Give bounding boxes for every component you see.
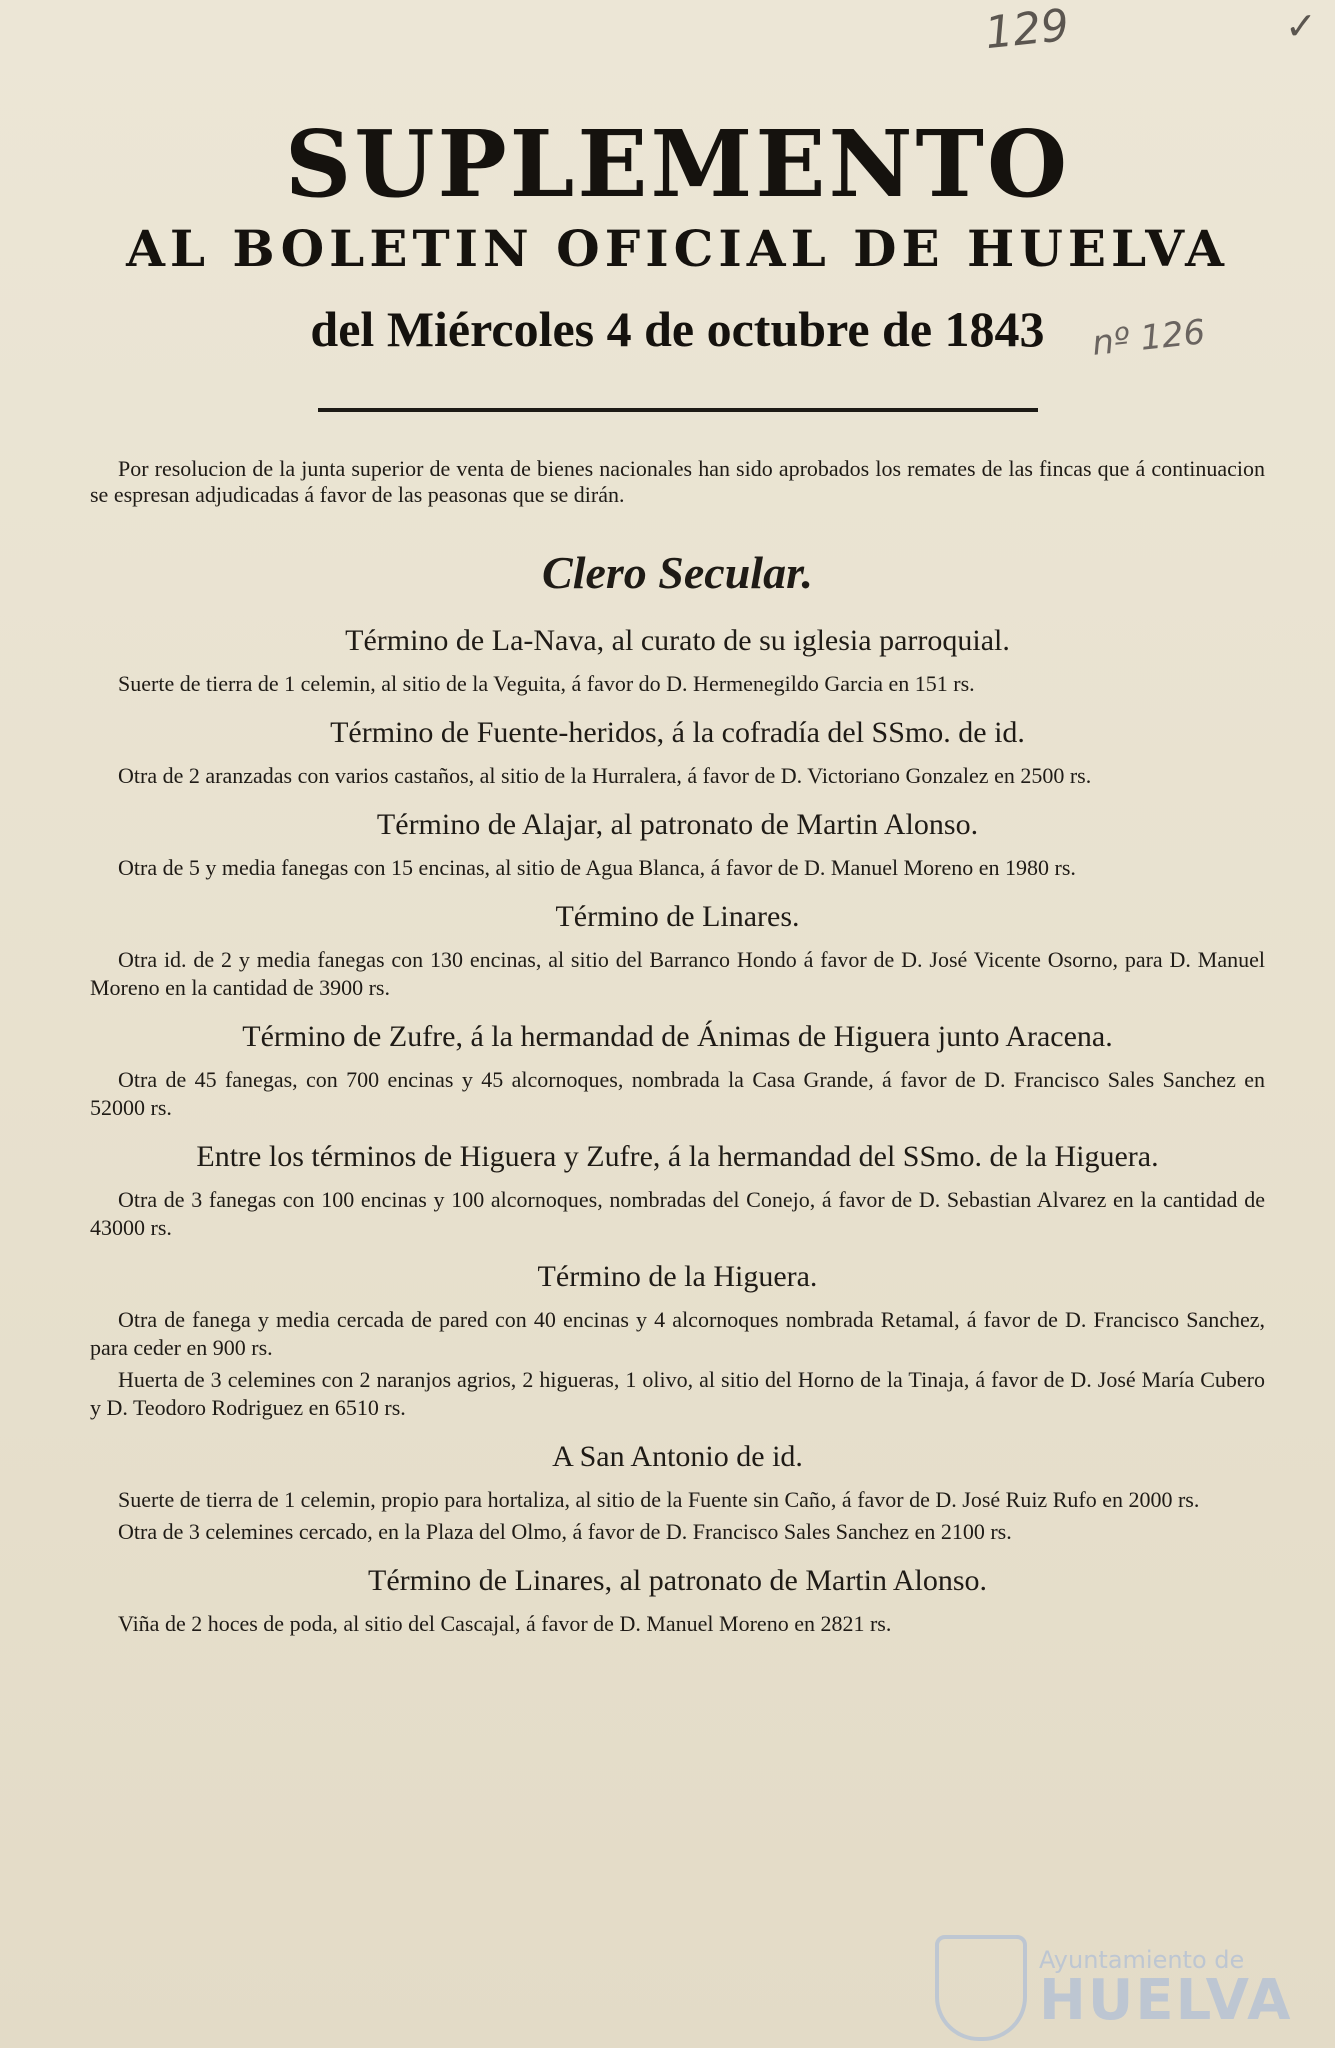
group-6 (90, 1140, 1265, 1242)
archive-number: 129 (982, 0, 1072, 60)
group-heading: Término de Linares. (555, 900, 800, 933)
entry: Otra de 5 y media fanegas con 15 encinas, al sitio de Agua Blanca, á favor de D. Manuel Moreno en 1980 rs. (118, 855, 1076, 880)
watermark-text (1039, 1946, 1293, 2033)
header-rule (318, 408, 1038, 412)
group-heading: Término de La-Nava, al curato de su iglesia parroquial. (345, 624, 1010, 657)
group-3 (90, 808, 1265, 882)
group-5 (90, 1020, 1265, 1122)
section-title: Clero Secular. (542, 547, 813, 598)
group-4 (90, 900, 1265, 1002)
group-8 (90, 1440, 1265, 1546)
issue-date: del Miércoles 4 de octubre de 1843 (310, 301, 1045, 357)
entry: Suerte de tierra de 1 celemin, al sitio de la Veguita, á favor do D. Hermenegildo Garcia en 151 rs. (118, 671, 975, 696)
entry: Otra de 3 celemines cercado, en la Plaza del Olmo, á favor de D. Francisco Sales Sanchez en 2100 rs. (118, 1519, 1012, 1544)
group-9 (90, 1564, 1265, 1638)
margin-note: nº 126 (1090, 312, 1208, 364)
entry: Otra de fanega y media cercada de pared con 40 encinas y 4 alcornoques nombrada Retamal, á favor de D. Francisco Sanchez, para ceder en 900 rs. (90, 1307, 1265, 1360)
group-heading: Término de Linares, al patronato de Martin Alonso. (368, 1564, 987, 1597)
group-7 (90, 1260, 1265, 1422)
group-heading: Término de Zufre, á la hermandad de Ánimas de Higuera junto Aracena. (242, 1020, 1113, 1053)
watermark-line-1: Ayuntamiento de (1039, 1946, 1245, 1974)
group-heading: A San Antonio de id. (552, 1440, 803, 1473)
entry: Otra id. de 2 y media fanegas con 130 encinas, al sitio del Barranco Hondo á favor de D. José Vicente Osorno, para D. Manuel Moreno en la cantidad de 3900 rs. (90, 947, 1265, 1000)
entry: Huerta de 3 celemines con 2 naranjos agrios, 2 higueras, 1 olivo, al sitio del Horno de la Tinaja, á favor de D. José María Cubero y D. Teodoro Rodriguez en 6510 rs. (90, 1367, 1265, 1420)
watermark-line-2: HUELVA (1039, 1968, 1293, 2033)
group-2 (90, 716, 1265, 790)
entry: Suerte de tierra de 1 celemin, propio para hortaliza, al sitio de la Fuente sin Caño, á favor de D. José Ruiz Rufo en 2000 rs. (118, 1487, 1200, 1512)
group-heading: Término de la Higuera. (537, 1260, 818, 1293)
intro-paragraph: Por resolucion de la junta superior de venta de bienes nacionales han sido aprobados los remates de las fincas que á continuacion se espresan adjudicadas á favor de las peasonas que se dirán. (90, 456, 1265, 507)
entry: Otra de 45 fanegas, con 700 encinas y 45 alcornoques, nombrada la Casa Grande, á favor de D. Francisco Sales Sanchez en 52000 rs. (90, 1067, 1265, 1120)
entry: Otra de 3 fanegas con 100 encinas y 100 alcornoques, nombradas del Conejo, á favor de D. Sebastian Alvarez en la cantidad de 43000 rs. (90, 1187, 1265, 1240)
entry: Viña de 2 hoces de poda, al sitio del Cascajal, á favor de D. Manuel Moreno en 2821 rs. (118, 1611, 892, 1636)
document-subtitle: AL BOLETIN OFICIAL DE HUELVA (126, 219, 1229, 278)
document-title: SUPLEMENTO (284, 110, 1071, 218)
entry: Otra de 2 aranzadas con varios castaños, al sitio de la Hurralera, á favor de D. Victoriano Gonzalez en 2500 rs. (118, 763, 1092, 788)
group-heading: Término de Alajar, al patronato de Martin Alonso. (376, 808, 979, 841)
watermark (935, 1935, 1292, 2041)
group-heading: Término de Fuente-heridos, á la cofradía del SSmo. de id. (330, 716, 1025, 749)
group-1 (90, 624, 1265, 698)
group-heading: Entre los términos de Higuera y Zufre, á la hermandad del SSmo. de la Higuera. (196, 1140, 1159, 1173)
city-seal-icon (935, 1935, 1027, 2041)
corner-check-mark: ✓ (1285, 4, 1317, 48)
